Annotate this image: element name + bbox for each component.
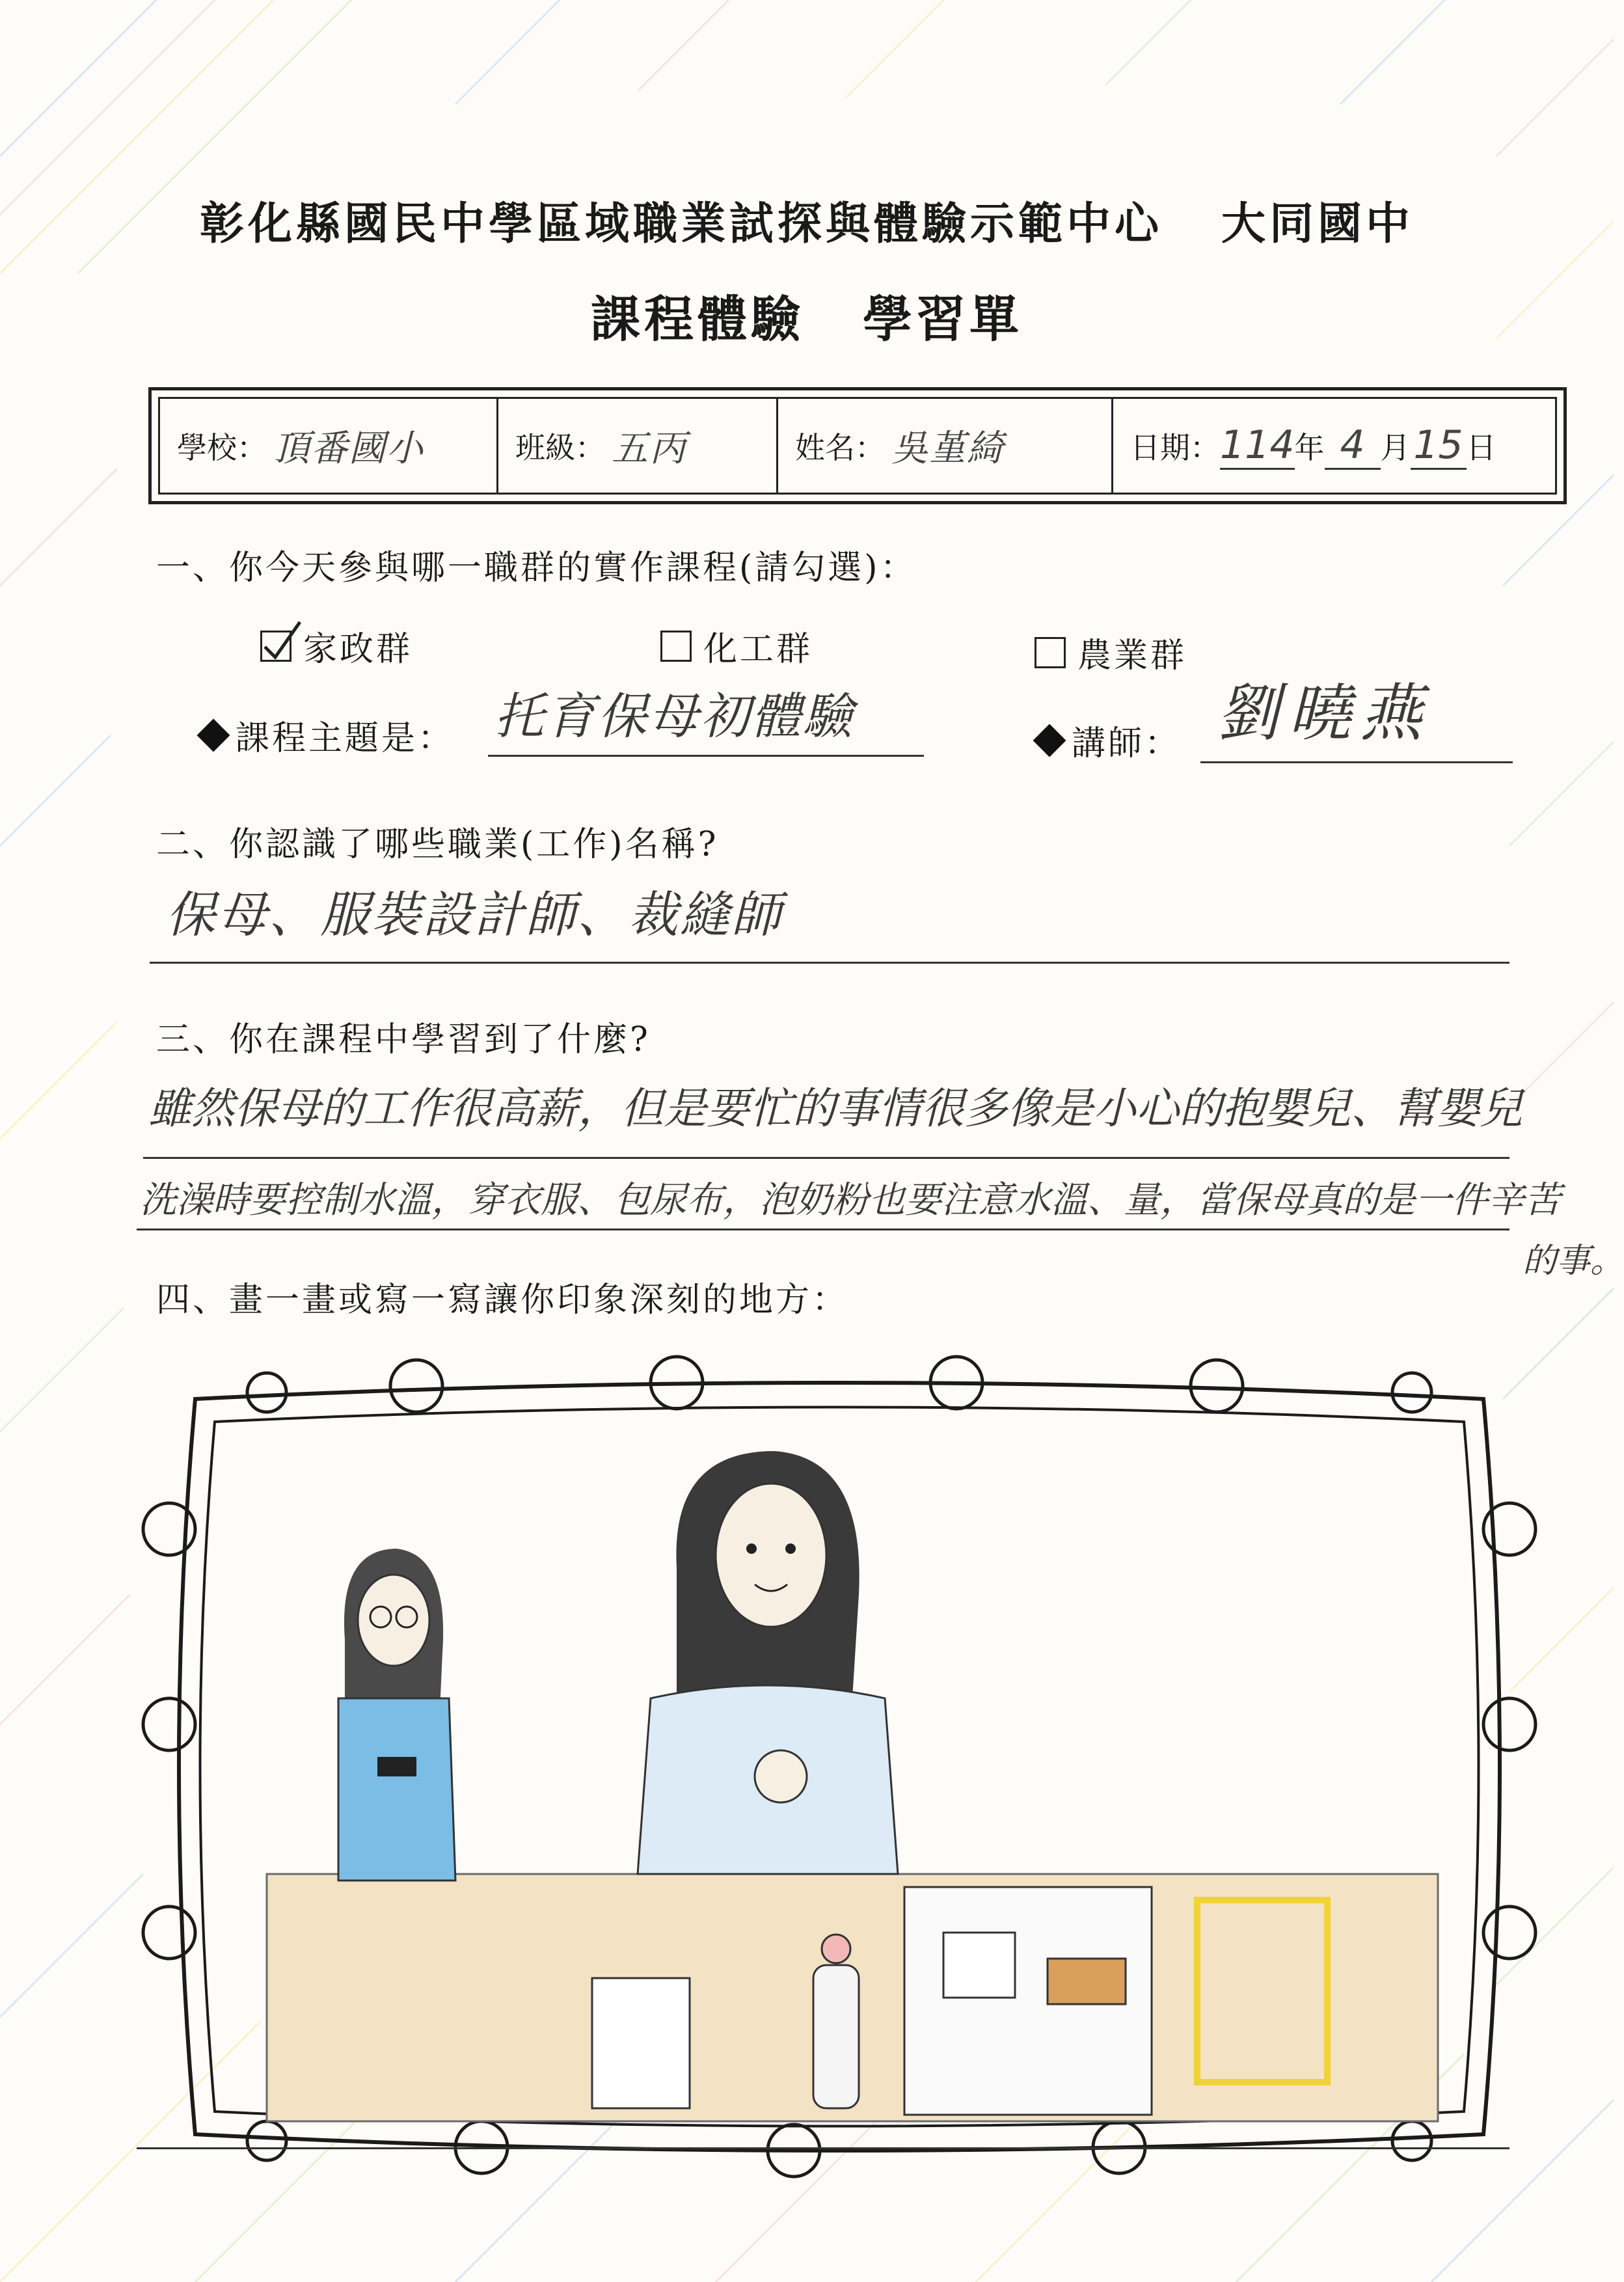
checkbox-chemical[interactable] bbox=[660, 631, 692, 662]
checkbox-home-economics[interactable] bbox=[260, 631, 291, 662]
diamond-bullet-icon bbox=[1033, 724, 1066, 757]
host-school: 大同國中 bbox=[1221, 198, 1414, 250]
date-month-unit: 月 bbox=[1380, 430, 1411, 465]
question-3-answer-line1: 雖然保母的工作很高薪，但是要忙的事情很多像是小心的抱嬰兒、幫嬰兒 bbox=[148, 1083, 1522, 1134]
bottom-rule bbox=[137, 2147, 1509, 2149]
q3-underline-1 bbox=[143, 1157, 1509, 1159]
date-day-unit: 日 bbox=[1466, 430, 1496, 465]
q2-underline bbox=[150, 962, 1509, 964]
date-year-unit: 年 bbox=[1294, 430, 1325, 465]
class-label: 班級： bbox=[515, 430, 605, 465]
question-3-answer-line2: 洗澡時要控制水溫，穿衣服、包尿布，泡奶粉也要注意水溫、量，當保母真的是一件辛苦 bbox=[140, 1179, 1561, 1221]
option-label: 化工群 bbox=[703, 630, 813, 669]
option-chemical[interactable] bbox=[660, 621, 813, 670]
teacher-value: 劉曉燕 bbox=[1217, 677, 1431, 750]
q3-underline-2 bbox=[137, 1229, 1509, 1230]
name-cell bbox=[778, 399, 1113, 493]
date-year: 114 bbox=[1220, 422, 1295, 470]
school-cell bbox=[160, 399, 498, 493]
student-info-box bbox=[148, 387, 1567, 504]
option-label: 農業群 bbox=[1077, 636, 1187, 675]
question-3: 三、你在課程中學習到了什麼? bbox=[156, 1020, 651, 1059]
center-name: 彰化縣國民中學區域職業試探與體驗示範中心 bbox=[199, 198, 1163, 250]
class-value: 五丙 bbox=[612, 428, 687, 470]
student-drawing bbox=[143, 1360, 1536, 2173]
topic-underline bbox=[488, 755, 924, 757]
option-agriculture[interactable] bbox=[1035, 628, 1187, 677]
document-title-line2 bbox=[0, 280, 1614, 351]
checkbox-agriculture[interactable] bbox=[1035, 637, 1066, 668]
teacher-row bbox=[1038, 716, 1181, 765]
checkmark-icon bbox=[260, 619, 305, 665]
option-home-economics[interactable] bbox=[260, 621, 413, 670]
class-cell bbox=[498, 399, 778, 493]
date-month: 4 bbox=[1325, 422, 1381, 470]
course-experience-title: 課程體驗 bbox=[591, 290, 804, 348]
date-label: 日期： bbox=[1130, 430, 1220, 465]
date-day: 15 bbox=[1411, 422, 1467, 470]
course-topic-value: 托育保母初體驗 bbox=[494, 687, 854, 745]
date-cell bbox=[1113, 399, 1555, 493]
question-4: 四、畫一畫或寫一寫讓你印象深刻的地方： bbox=[156, 1281, 849, 1320]
name-label: 姓名： bbox=[795, 430, 885, 465]
teacher-label: 講師： bbox=[1072, 724, 1182, 763]
school-value: 頂番國小 bbox=[273, 428, 424, 470]
worksheet-title: 學習單 bbox=[863, 290, 1023, 348]
assistant-figure bbox=[338, 1549, 455, 1881]
course-topic-row bbox=[202, 711, 454, 759]
question-1: 一、你今天參與哪一職群的實作課程(請勾選)： bbox=[156, 549, 917, 588]
diamond-bullet-icon bbox=[197, 718, 230, 752]
teacher-figure bbox=[638, 1451, 898, 1874]
question-2-answer: 保母、服裝設計師、裁縫師 bbox=[166, 886, 783, 944]
question-2: 二、你認識了哪些職業(工作)名稱? bbox=[156, 825, 719, 864]
question-3-answer-line3: 的事。 bbox=[1522, 1242, 1624, 1281]
name-value: 吳堇綺 bbox=[891, 428, 1005, 470]
document-title-line1 bbox=[0, 189, 1614, 252]
school-label: 學校： bbox=[177, 430, 267, 465]
course-topic-label: 課程主題是： bbox=[236, 719, 455, 758]
teacher-underline bbox=[1200, 761, 1513, 763]
option-label: 家政群 bbox=[303, 630, 413, 669]
